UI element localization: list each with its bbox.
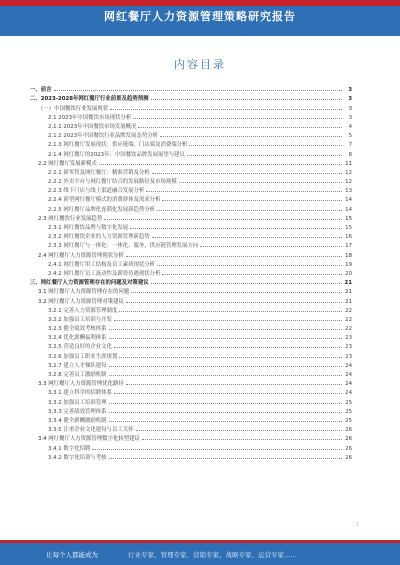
toc-entry[interactable] [30, 231, 352, 240]
toc-entry[interactable] [30, 93, 352, 102]
toc-entry[interactable] [30, 424, 352, 433]
toc-entry-text: 3.3.4 健全薪酬激励机制 [48, 417, 107, 424]
toc-entry[interactable] [30, 396, 352, 405]
toc-entry[interactable] [30, 286, 352, 295]
toc-entry-text: 2.1.3 网红餐厅发展现状：供应链端、门店端及消费端分析 [48, 142, 188, 149]
toc-leader-dots [104, 219, 342, 220]
toc-entry[interactable] [30, 176, 352, 185]
toc-entry-page: 12 [345, 179, 352, 186]
toc-entry[interactable] [30, 323, 352, 332]
toc-leader-dots [110, 109, 342, 110]
toc-entry[interactable] [30, 378, 352, 387]
toc-entry-text: 2.2.1 新零售及网红餐厅：精准营销及分析 [48, 169, 150, 176]
toc-entry[interactable] [30, 148, 352, 157]
toc-leader-dots [109, 366, 342, 367]
toc-entry-page: 24 [345, 381, 352, 388]
toc-leader-dots [157, 210, 342, 211]
toc-leader-dots [109, 403, 342, 404]
toc-entry-page: 21 [344, 280, 352, 287]
toc-entry-page: 22 [345, 326, 352, 333]
toc-entry[interactable] [30, 452, 352, 461]
toc-leader-dots [92, 449, 342, 450]
toc-entry[interactable] [30, 213, 352, 222]
toc-leader-dots [200, 246, 342, 247]
toc-leader-dots [146, 191, 342, 192]
toc-entry-page: 23 [345, 344, 352, 351]
toc-leader-dots [142, 439, 342, 440]
toc-entry-page: 5 [348, 133, 352, 140]
footer-red-bar [0, 540, 400, 543]
toc-entry[interactable] [30, 102, 352, 111]
toc-entry-page: 3 [348, 87, 352, 94]
toc-leader-dots [119, 357, 342, 358]
toc-entry-text: 2.2.2 外卖平台与网红餐厅结合的发展路径及市场规模 [48, 179, 177, 186]
toc-leader-dots [99, 164, 342, 165]
toc-entry-text: 3.4.1 数字化招聘 [48, 445, 91, 452]
toc-entry-page: 26 [345, 454, 352, 461]
toc-title: 内容目录 [174, 58, 226, 71]
toc-leader-dots [162, 274, 342, 275]
report-header [0, 0, 400, 36]
toc-entry-page: 19 [345, 261, 352, 268]
toc-leader-dots [151, 99, 343, 100]
toc-leader-dots [114, 320, 342, 321]
toc-entry-text: 3.1 网红餐厅人力资源管理存在的问题 [38, 289, 130, 296]
toc-entry-page: 22 [345, 316, 352, 323]
toc-entry[interactable] [30, 433, 352, 442]
page-footer [0, 540, 400, 565]
toc-entry-text: 2.2.3 线下门店与线上渠道融合发展分析 [48, 188, 145, 195]
toc-leader-dots [189, 145, 342, 146]
toc-entry-text: 3.2.2 加强员工培训与开发 [48, 316, 112, 323]
toc-entry-page: 16 [345, 234, 352, 241]
toc-entry-text: 3.4 网红餐厅人力资源管理数字化转型建议 [38, 436, 140, 443]
toc-leader-dots [152, 173, 342, 174]
toc-entry[interactable] [30, 222, 352, 231]
toc-entry[interactable] [30, 130, 352, 139]
toc-entry-text: 3.2.1 完善人力资源管理制度 [48, 307, 118, 314]
toc-entry[interactable] [30, 406, 352, 415]
toc-entry[interactable] [30, 259, 352, 268]
toc-entry[interactable] [30, 369, 352, 378]
toc-entry-text: 3.3.2 加强员工培训管理 [48, 399, 107, 406]
toc-entry-text: 3.4.2 数字化培训与考核 [48, 454, 107, 461]
table-of-contents [30, 84, 352, 461]
toc-entry[interactable] [30, 332, 352, 341]
toc-entry-text: 二、2023-2028年网红餐厅行业前景及趋势预测 [30, 96, 149, 103]
toc-entry-text: 2.4.1 网红餐厅用工结构及员工素质现状分析 [48, 261, 156, 268]
toc-entry-text: 2.2.4 新型网红餐厅模式的消费群体及需求分析 [48, 197, 161, 204]
toc-leader-dots [131, 292, 342, 293]
toc-entry-page: 26 [345, 445, 352, 452]
toc-entry-page: 24 [345, 372, 352, 378]
toc-entry[interactable] [30, 249, 352, 258]
toc-entry-page: 25 [345, 399, 352, 406]
toc-entry-text: 三、网红餐厅人力资源管理存在的问题及对策建议 [30, 280, 149, 287]
toc-entry[interactable] [30, 341, 352, 350]
toc-entry[interactable] [30, 240, 352, 249]
toc-entry-page: 26 [345, 427, 352, 434]
toc-entry-page: 23 [345, 335, 352, 342]
toc-entry-page: 21 [345, 289, 352, 296]
toc-leader-dots [126, 384, 342, 385]
toc-entry-page: 24 [345, 362, 352, 369]
toc-entry-page: 3 [348, 96, 352, 103]
toc-entry-page: 8 [348, 151, 352, 158]
toc-entry-text: 2.4.2 网红餐厅员工流动性及薪资待遇现状分析 [48, 270, 161, 277]
toc-entry-text: 3.2 网红餐厅人力资源管理对策建议 [38, 298, 124, 305]
toc-entry-page: 17 [345, 243, 352, 250]
toc-entry-text: 3.2.5 营造良好的企业文化 [48, 344, 112, 351]
toc-entry-text: 2.3.1 网红餐饮品牌与数字化发展 [48, 225, 129, 231]
page-number: 1 [356, 522, 359, 527]
toc-entry[interactable] [30, 268, 352, 277]
toc-entry-text: 2.1.1 2023年中国餐饮市场发展概况 [48, 123, 137, 130]
toc-entry-text: 3.3.3 完善绩效管理体系 [48, 408, 107, 415]
toc-leader-dots [130, 228, 342, 229]
toc-entry-text: 3.3.1 建立科学的招聘体系 [48, 390, 112, 397]
toc-leader-dots [126, 302, 342, 303]
toc-entry[interactable] [30, 84, 352, 93]
toc-leader-dots [114, 347, 342, 348]
toc-entry-text: 2.1 2023年中国餐饮市场现状分析 [48, 114, 132, 121]
toc-entry-text: 3.2.4 优化薪酬福利体系 [48, 335, 107, 342]
toc-leader-dots [54, 90, 342, 91]
footer-slogan: 让每个人都能成为 [46, 551, 98, 559]
toc-entry-text: （一）中国餐饮行业发展现状 [38, 105, 109, 112]
toc-entry-text: 2.1.4 网红餐厅的2023年：中国餐饮品牌发展展望与建议 [48, 151, 185, 158]
toc-leader-dots [109, 329, 342, 330]
toc-entry-text: 3.2.8 完善员工激励机制 [48, 372, 107, 378]
toc-entry-page: 12 [345, 169, 352, 176]
toc-leader-dots [109, 458, 342, 459]
toc-entry-text: 3.2.3 健全绩效考核体系 [48, 326, 107, 333]
toc-leader-dots [114, 393, 342, 394]
toc-leader-dots [109, 412, 342, 413]
toc-entry[interactable] [30, 185, 352, 194]
toc-entry-page: 23 [345, 353, 352, 360]
toc-entry-page: 22 [345, 307, 352, 314]
toc-leader-dots [109, 421, 342, 422]
toc-leader-dots [187, 155, 342, 156]
toc-leader-dots [126, 256, 342, 257]
toc-entry[interactable] [30, 112, 352, 121]
toc-leader-dots [179, 182, 342, 183]
toc-entry[interactable] [30, 442, 352, 451]
toc-entry-page: 15 [345, 215, 352, 222]
toc-entry-page: 11 [345, 160, 352, 167]
toc-entry-text: 3.2.7 建立人才梯队建设 [48, 362, 107, 369]
toc-entry[interactable] [30, 415, 352, 424]
toc-entry-text: 2.4 网红餐厅人力资源管理现状分析 [38, 252, 124, 259]
toc-leader-dots [133, 118, 342, 119]
toc-entry[interactable] [30, 350, 352, 359]
toc-entry-page: 25 [345, 408, 352, 415]
toc-entry[interactable] [30, 387, 352, 396]
toc-leader-dots [109, 338, 342, 339]
toc-entry-text: 2.3.2 网红餐饮企业的人力资源管理新趋势 [48, 234, 150, 241]
footer-tagline: 行业专家、管理专家、营销专家、战略专家、运营专家…… [128, 551, 297, 559]
toc-entry-page: 14 [345, 197, 352, 204]
toc-entry-text: 一、前言 [30, 87, 52, 94]
toc-entry[interactable] [30, 360, 352, 369]
toc-leader-dots [109, 375, 342, 376]
toc-leader-dots [157, 265, 342, 266]
toc-entry-text: 2.3.3 网红餐厅与一体化：一体化、服务、供应链管理发展方向 [48, 243, 199, 250]
toc-entry-page: 4 [348, 123, 352, 130]
toc-leader-dots [162, 200, 342, 201]
toc-entry[interactable] [30, 295, 352, 304]
toc-leader-dots [160, 136, 342, 137]
toc-entry-page: 7 [348, 142, 352, 149]
toc-leader-dots [138, 127, 342, 128]
toc-entry-page: 13 [345, 188, 352, 195]
toc-entry-page: 21 [345, 298, 352, 305]
toc-entry[interactable] [30, 158, 352, 167]
toc-entry[interactable] [30, 194, 352, 203]
toc-entry-page: 20 [345, 270, 352, 277]
toc-entry-text: 2.1.2 2023年中国餐饮行业品牌发展态势分析 [48, 133, 159, 140]
toc-leader-dots [136, 430, 342, 431]
toc-entry[interactable] [30, 167, 352, 176]
toc-leader-dots [151, 283, 342, 284]
toc-entry-page: 3 [348, 114, 352, 121]
toc-entry-page: 14 [345, 206, 352, 213]
toc-leader-dots [152, 237, 342, 238]
toc-entry-page: 3 [348, 105, 352, 112]
report-title: 网红餐厅人力资源管理策略研究报告 [104, 10, 296, 23]
toc-entry[interactable] [30, 314, 352, 323]
toc-entry[interactable] [30, 203, 352, 212]
toc-entry-page: 24 [345, 390, 352, 397]
toc-entry[interactable] [30, 139, 352, 148]
toc-leader-dots [119, 311, 342, 312]
header-red-stripe [0, 0, 400, 6]
toc-entry[interactable] [30, 277, 352, 286]
toc-entry-text: 2.2.5 网红餐厅品牌化连锁化发展新趋势分析 [48, 206, 156, 213]
toc-entry-text: 3.3.5 注重企业文化建设与员工关怀 [48, 427, 134, 434]
toc-entry-text: 2.3 网红餐饮行业发展趋势 [38, 215, 103, 222]
toc-entry-page: 25 [345, 417, 352, 424]
toc-entry-page: 18 [345, 252, 352, 259]
toc-entry-text: 3.2.6 加强员工职业生涯规划 [48, 353, 118, 360]
toc-entry-page: 26 [345, 436, 352, 443]
toc-entry[interactable] [30, 305, 352, 314]
toc-entry-page: 15 [345, 225, 352, 231]
toc-entry-text: 2.2 网红餐厅发展新模式 [38, 160, 97, 167]
toc-entry[interactable] [30, 121, 352, 130]
toc-entry-text: 3.3 网红餐厅人力资源管理优化路径 [38, 381, 124, 388]
